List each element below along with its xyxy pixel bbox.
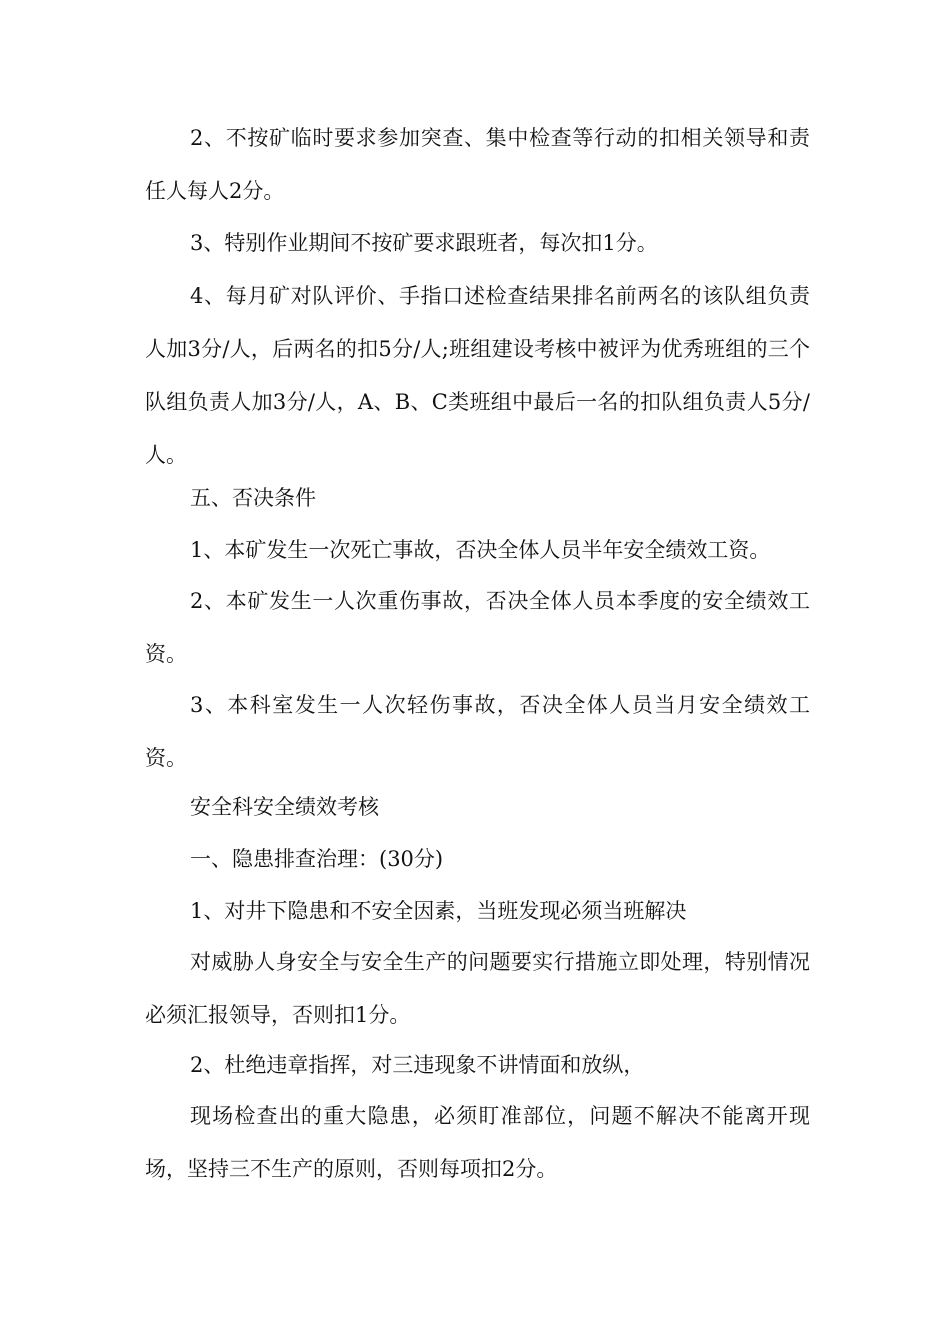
hazard-item-1: 1、对井下隐患和不安全因素，当班发现必须当班解决: [190, 899, 687, 923]
hazard-item-2: 2、杜绝违章指挥，对三违现象不讲情面和放纵，: [190, 1053, 645, 1077]
hazard-item-2-detail: 现场检查出的重大隐患，必须盯准部位，问题不解决不能离开现场，坚持三不生产的原则，否则每项扣2分。: [145, 1104, 810, 1181]
section-title-safety-assessment: 安全科安全绩效考核: [190, 795, 379, 819]
hazard-item-1-detail: 对威胁人身安全与安全生产的问题要实行措施立即处理，特别情况必须汇报领导，否则扣1分。: [145, 950, 810, 1027]
section-heading-hazard: 一、隐患排查治理：(30分): [190, 847, 444, 871]
veto-item-1: 1、本矿发生一次死亡事故，否决全体人员半年安全绩效工资。: [190, 538, 771, 562]
veto-item-3: 3、本科室发生一人次轻伤事故，否决全体人员当月安全绩效工资。: [145, 693, 810, 770]
veto-item-2: 2、本矿发生一人次重伤事故，否决全体人员本季度的安全绩效工资。: [145, 589, 810, 666]
paragraph-item-3: 3、特别作业期间不按矿要求跟班者，每次扣1分。: [190, 231, 658, 255]
paragraph-item-4: 4、每月矿对队评价、手指口述检查结果排名前两名的该队组负责人加3分/人，后两名的扣5分/人;班组建设考核中被评为优秀班组的三个队组负责人加3分/人，A、B、C类班组中最后一名的扣队组负责人5分/人。: [145, 284, 810, 467]
section-heading-veto: 五、否决条件: [190, 486, 316, 510]
paragraph-item-2: 2、不按矿临时要求参加突查、集中检查等行动的扣相关领导和责任人每人2分。: [145, 126, 810, 203]
